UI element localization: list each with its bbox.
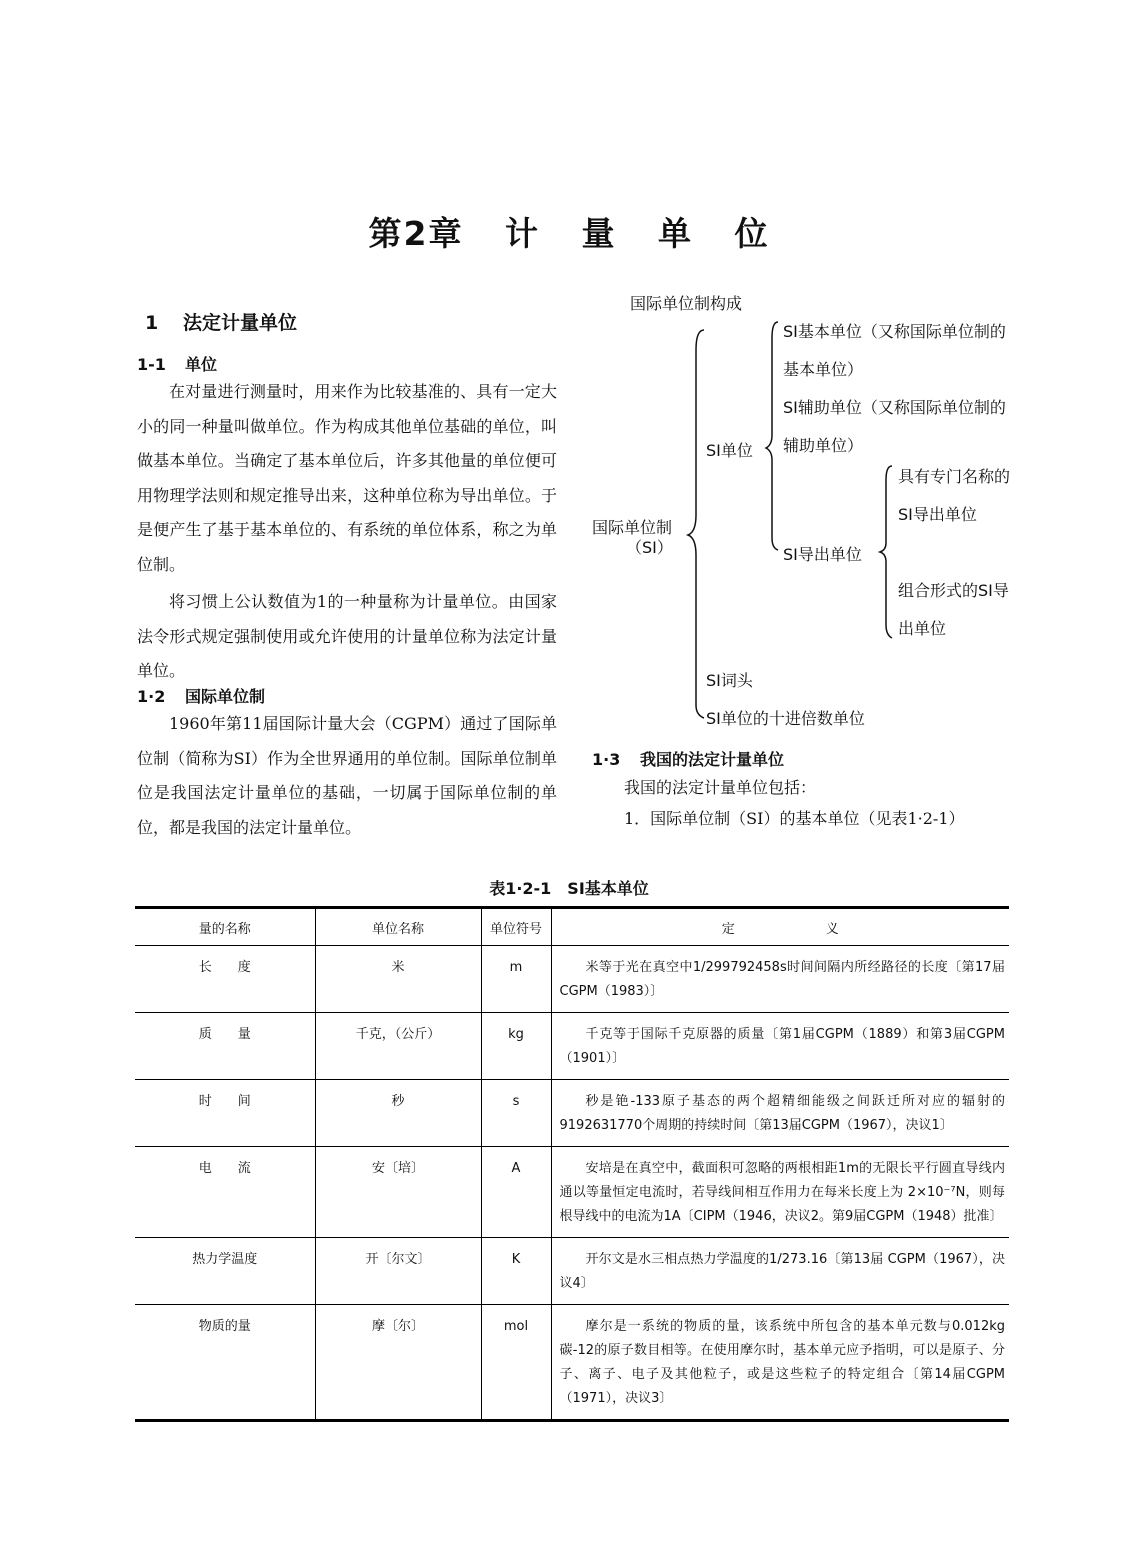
definition-cell: 米等于光在真空中1/299792458s时间间隔内所经路径的长度〔第17届CGPM（1983）〕 — [551, 946, 1009, 1013]
definition-cell: 千克等于国际千克原器的质量〔第1届CGPM（1889）和第3届CGPM（1901）〕 — [551, 1013, 1009, 1080]
symbol-cell: K — [481, 1238, 551, 1305]
table-row — [135, 1147, 1009, 1238]
table-header: 单位符号 — [481, 908, 551, 946]
section-title: 法定计量单位 — [183, 312, 298, 334]
subsection-heading — [137, 684, 265, 707]
paragraph: 我国的法定计量单位包括： — [624, 778, 817, 797]
tree-node-derived-combined-text: 组合形式的SI导出单位 — [898, 581, 1009, 638]
table-header: 量的名称 — [135, 908, 315, 946]
symbol-cell: m — [481, 946, 551, 1013]
tree-node-derived-special-text: 具有专门名称的SI导出单位 — [898, 467, 1011, 524]
unit-cell: 开〔尔文〕 — [315, 1238, 481, 1305]
tree-node-base — [783, 313, 1015, 389]
tree-node-prefix: SI词头 — [706, 671, 753, 690]
tree-node-supplementary — [783, 389, 1015, 465]
table-header-row — [135, 908, 1009, 946]
tree-node-base-text: SI基本单位（又称国际单位制的基本单位） — [783, 322, 1006, 379]
quantity-cell: 物质的量 — [135, 1305, 315, 1421]
subsection-title: 国际单位制 — [185, 687, 266, 706]
table-header: 单位名称 — [315, 908, 481, 946]
quantity-cell: 电 流 — [135, 1147, 315, 1238]
subsection-number: 1-1 — [137, 355, 166, 374]
table-caption: 表1·2-1 SI基本单位 — [489, 879, 649, 898]
subsection-heading — [592, 747, 784, 770]
paragraph: 在对量进行测量时，用来作为比较基准的、具有一定大小的同一种量叫做单位。作为构成其他单位基础的单位，叫做基本单位。当确定了基本单位后，许多其他量的单位便可用物理学法则和规定推导出来，这种单位称为导出单位。于是便产生了基于基本单位的、有系统的单位体系，称之为单位制。 — [137, 382, 557, 574]
definition-cell: 摩尔是一系统的物质的量，该系统中所包含的基本单元数与0.012kg碳-12的原子数目相等。在使用摩尔时，基本单元应予指明，可以是原子、分子、离子、电子及其他粒子，或是这些粒子的特定组合〔第14届CGPM（1971），决议3〕 — [551, 1305, 1009, 1421]
unit-cell: 安〔培〕 — [315, 1147, 481, 1238]
subsection-heading — [137, 352, 217, 375]
table-row — [135, 1305, 1009, 1421]
quantity-cell: 热力学温度 — [135, 1238, 315, 1305]
tree-node-derived-combined — [898, 572, 1016, 648]
tree-node-decimal-multiples: SI单位的十进倍数单位 — [706, 709, 865, 728]
chapter-title-char: 量 — [581, 214, 617, 253]
table-header: 定 义 — [551, 908, 1009, 946]
unit-cell: 千克，（公斤） — [315, 1013, 481, 1080]
section-heading — [145, 308, 297, 335]
paragraph: 将习惯上公认数值为1的一种量称为计量单位。由国家法令形式规定强制使用或允许使用的计量单位称为法定计量单位。 — [137, 592, 557, 680]
tree-root-label: 国际单位制 — [592, 518, 673, 537]
unit-cell: 米 — [315, 946, 481, 1013]
tree-node-si-units: SI单位 — [706, 441, 753, 460]
definition-cell: 秒是铯-133原子基态的两个超精细能级之间跃迁所对应的辐射的9192631770个周期的持续时间〔第13届CGPM（1967），决议1〕 — [551, 1080, 1009, 1147]
chapter-title-char: 位 — [734, 214, 770, 253]
subsection-title: 单位 — [185, 355, 218, 374]
chapter-prefix: 第2章 — [368, 214, 464, 253]
quantity-cell: 长 度 — [135, 946, 315, 1013]
chapter-title — [0, 208, 1138, 255]
si-base-units-table — [135, 906, 1009, 1422]
quantity-cell: 质 量 — [135, 1013, 315, 1080]
quantity-cell: 时 间 — [135, 1080, 315, 1147]
si-units-brace — [766, 322, 778, 550]
table-row — [135, 946, 1009, 1013]
table-row — [135, 1013, 1009, 1080]
tree-heading: 国际单位制构成 — [630, 294, 743, 313]
symbol-cell: A — [481, 1147, 551, 1238]
chapter-title-char: 计 — [504, 214, 540, 253]
root-brace — [688, 330, 704, 718]
symbol-cell: mol — [481, 1305, 551, 1421]
subsection-title: 我国的法定计量单位 — [640, 750, 785, 769]
chapter-title-char: 单 — [657, 214, 693, 253]
tree-node-derived-special — [898, 458, 1016, 534]
paragraph: 1960年第11届国际计量大会（CGPM）通过了国际单位制（简称为SI）作为全世界通用的单位制。国际单位制单位是我国法定计量单位的基础，一切属于国际单位制的单位，都是我国的法定计量单位。 — [137, 714, 557, 837]
tree-root-sublabel: （SI） — [626, 538, 673, 557]
unit-cell: 摩〔尔〕 — [315, 1305, 481, 1421]
subsection-number: 1·2 — [137, 687, 166, 706]
tree-node-derived: SI导出单位 — [783, 545, 862, 564]
table-row — [135, 1080, 1009, 1147]
derived-brace — [880, 466, 892, 638]
subsection-number: 1·3 — [592, 750, 621, 769]
symbol-cell: kg — [481, 1013, 551, 1080]
definition-cell: 开尔文是水三相点热力学温度的1/273.16〔第13届 CGPM（1967），决议4〕 — [551, 1238, 1009, 1305]
section-number: 1 — [145, 312, 159, 334]
tree-node-supplementary-text: SI辅助单位（又称国际单位制的辅助单位） — [783, 398, 1006, 455]
definition-cell: 安培是在真空中，截面积可忽略的两根相距1m的无限长平行圆直导线内通以等量恒定电流时，若导线间相互作用力在每米长度上为 2×10⁻⁷N，则每根导线中的电流为1A〔CIPM（1946，决议2。第9届CGPM（1948）批准〕 — [551, 1147, 1009, 1238]
table-row — [135, 1238, 1009, 1305]
symbol-cell: s — [481, 1080, 551, 1147]
paragraph: 1．国际单位制（SI）的基本单位（见表1·2-1） — [624, 809, 965, 828]
unit-cell: 秒 — [315, 1080, 481, 1147]
